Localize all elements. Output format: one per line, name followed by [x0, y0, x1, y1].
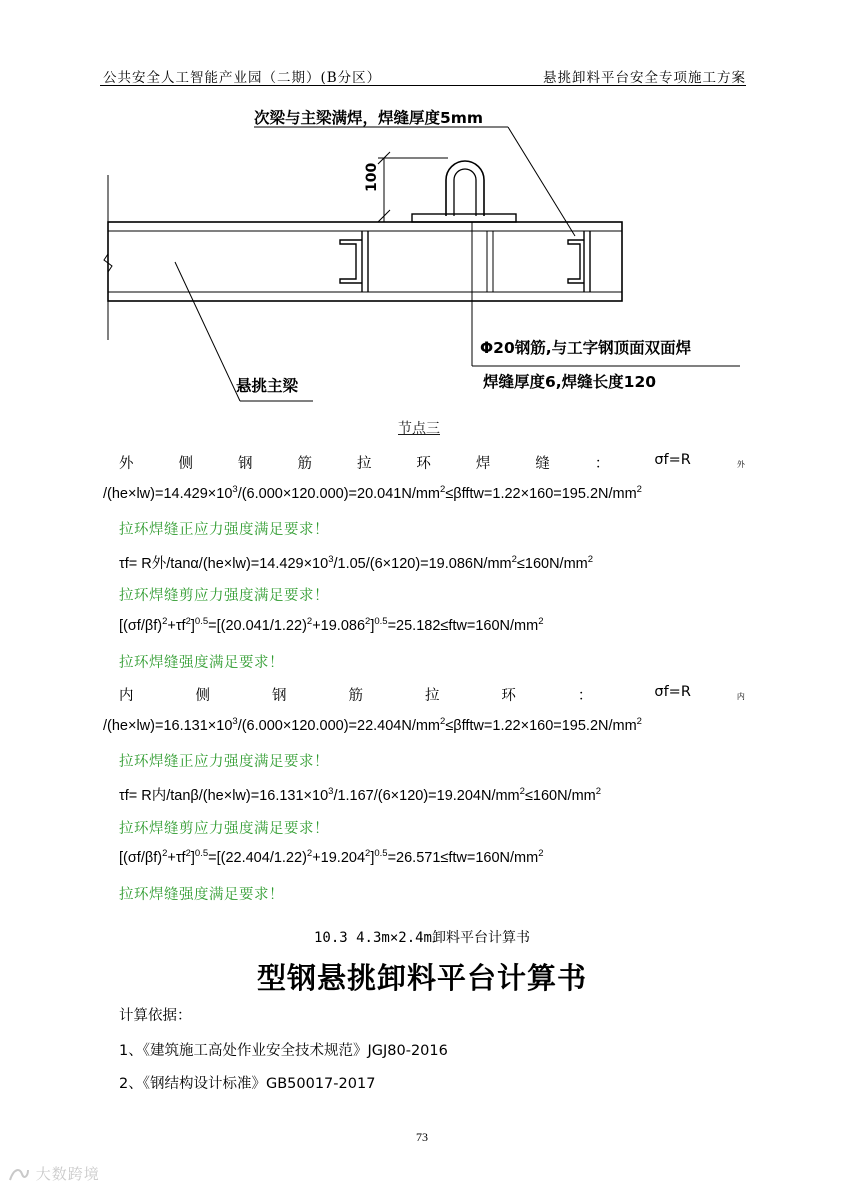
- title-char: 缝: [535, 456, 550, 472]
- sup: 2: [636, 716, 642, 727]
- sigma-sub: 外: [736, 460, 745, 469]
- sup: 3: [328, 554, 334, 565]
- outer-combined-formula: [119, 618, 544, 634]
- header-left-title: 公共安全人工智能产业园（二期）(B分区）: [103, 70, 382, 86]
- f: ≤160N/mm: [524, 788, 596, 804]
- main-beam-outline: [108, 222, 622, 301]
- sup: 0.5: [374, 616, 388, 627]
- sup: 2: [511, 554, 517, 565]
- leader-main-beam: [175, 262, 240, 401]
- sup: 2: [440, 716, 446, 727]
- sigma-expr: σf=R: [654, 452, 691, 468]
- f: =[(22.404/1.22): [208, 850, 307, 866]
- sup: 2: [440, 484, 446, 495]
- f: +19.086: [312, 618, 366, 634]
- label-main-beam: 悬挑主梁: [236, 377, 299, 395]
- f: =[(20.041/1.22): [208, 618, 307, 634]
- sup: 0.5: [194, 616, 209, 627]
- title-char: 拉: [424, 688, 440, 704]
- sup: 2: [595, 786, 602, 797]
- inner-sigma-label: [654, 684, 745, 705]
- basis-item: 1、《建筑施工高处作业安全技术规范》JGJ80-2016: [119, 1043, 448, 1059]
- f: /1.167/(6×120)=19.204N/mm: [333, 788, 520, 804]
- f: ≤160N/mm: [516, 556, 588, 572]
- outer-shear-ok: 拉环焊缝剪应力强度满足要求！: [119, 588, 329, 604]
- outer-normal-ok: 拉环焊缝正应力强度满足要求！: [119, 522, 329, 538]
- sup: 2: [306, 616, 313, 627]
- inner-normal-ok: 拉环焊缝正应力强度满足要求！: [119, 754, 329, 770]
- sup: 2: [365, 848, 371, 859]
- sup: 2: [162, 616, 168, 627]
- sup: 2: [587, 554, 594, 565]
- f: +τf: [167, 850, 186, 866]
- sup: 2: [185, 616, 191, 627]
- document-title: 型钢悬挑卸料平台计算书: [256, 961, 587, 995]
- header-right-title: 悬挑卸料平台安全专项施工方案: [543, 70, 746, 86]
- label-rebar-weld: Φ20钢筋,与工字钢顶面双面焊: [480, 339, 692, 357]
- title-char: 内: [119, 688, 134, 704]
- f: /(6.000×120.000)=20.041N/mm: [237, 486, 441, 502]
- inner-combined-formula: [119, 850, 544, 866]
- f: +19.204: [312, 850, 366, 866]
- title-char: 焊: [475, 456, 491, 472]
- sup: 2: [306, 848, 313, 859]
- sup: 2: [538, 616, 544, 627]
- title-char: 外: [119, 456, 134, 472]
- sup: 0.5: [374, 848, 388, 859]
- title-char: 侧: [178, 456, 193, 472]
- title-char: 筋: [348, 688, 363, 704]
- section-heading: 10.3 4.3m×2.4m卸料平台计算书: [313, 930, 530, 946]
- sup: 3: [328, 786, 334, 797]
- base-plate: [412, 214, 516, 222]
- inner-shear-formula: [119, 784, 601, 805]
- f: τf= R外/tanα/(he×lw)=14.429×10: [119, 556, 329, 572]
- title-char: 拉: [356, 456, 372, 472]
- outer-strength-ok: 拉环焊缝强度满足要求！: [119, 655, 284, 671]
- outer-sigma-label: [654, 452, 745, 473]
- title-char: 钢: [237, 456, 253, 472]
- sup: 2: [519, 786, 525, 797]
- title-char: ：: [577, 688, 593, 704]
- inner-normal-stress-formula: [103, 718, 642, 734]
- sup: 2: [636, 484, 642, 495]
- outer-normal-stress-formula: [103, 486, 642, 502]
- sup: 3: [232, 484, 238, 495]
- f: /(he×lw)=16.131×10: [103, 718, 233, 734]
- f: ]: [370, 850, 375, 866]
- basis-item: 2、《钢结构设计标准》GB50017-2017: [119, 1076, 376, 1092]
- f: ≤βfftw=1.22×160=195.2N/mm: [445, 718, 637, 734]
- drawing-caption: 节点三: [398, 421, 440, 437]
- label-weld-size: 焊缝厚度6,焊缝长度120: [483, 373, 657, 391]
- inner-ring-title: [119, 684, 745, 705]
- sigma-sub: 内: [736, 692, 745, 701]
- sup: 2: [162, 848, 168, 859]
- title-char: 筋: [297, 456, 312, 472]
- f: /1.05/(6×120)=19.086N/mm: [333, 556, 512, 572]
- inner-shear-ok: 拉环焊缝剪应力强度满足要求！: [119, 821, 329, 837]
- leader-top: [508, 127, 575, 236]
- watermark-logo-icon: [8, 1166, 30, 1184]
- title-char: 环: [501, 688, 516, 704]
- f: =26.571≤ftw=160N/mm: [387, 850, 539, 866]
- f: ]: [370, 618, 375, 634]
- node-three-drawing: [0, 95, 844, 415]
- sup: 3: [232, 716, 238, 727]
- title-char: 环: [416, 456, 431, 472]
- f: τf= R内/tanβ/(he×lw)=16.131×10: [119, 788, 329, 804]
- lifting-ring-inner: [454, 169, 476, 216]
- page-number: 73: [416, 1130, 428, 1144]
- f: /(6.000×120.000)=22.404N/mm: [237, 718, 441, 734]
- f: [(σf/βf): [119, 618, 163, 634]
- dimension-100-label: 100: [364, 162, 380, 192]
- sigma-expr: σf=R: [654, 684, 691, 700]
- basis-label: 计算依据：: [119, 1008, 192, 1024]
- title-char: ：: [594, 456, 610, 472]
- inner-strength-ok: 拉环焊缝强度满足要求！: [119, 887, 284, 903]
- title-char: 侧: [195, 688, 210, 704]
- sup: 2: [185, 848, 191, 859]
- right-channel-section: [568, 240, 584, 283]
- watermark-text: 大数跨境: [35, 1165, 100, 1183]
- f: ]: [190, 850, 195, 866]
- f: +τf: [167, 618, 186, 634]
- header-rule: [100, 85, 746, 86]
- f: [(σf/βf): [119, 850, 163, 866]
- outer-ring-title: [119, 452, 745, 473]
- f: ]: [190, 618, 195, 634]
- sup: 0.5: [194, 848, 209, 859]
- f: /(he×lw)=14.429×10: [103, 486, 233, 502]
- left-channel-section: [340, 240, 362, 283]
- sup: 2: [365, 616, 371, 627]
- outer-shear-formula: [119, 552, 593, 573]
- title-char: 钢: [271, 688, 287, 704]
- sup: 2: [538, 848, 544, 859]
- f: ≤βfftw=1.22×160=195.2N/mm: [445, 486, 637, 502]
- label-secondary-weld: 次梁与主梁满焊，焊缝厚度5mm: [254, 109, 484, 127]
- watermark: [8, 1163, 100, 1184]
- f: =25.182≤ftw=160N/mm: [387, 618, 539, 634]
